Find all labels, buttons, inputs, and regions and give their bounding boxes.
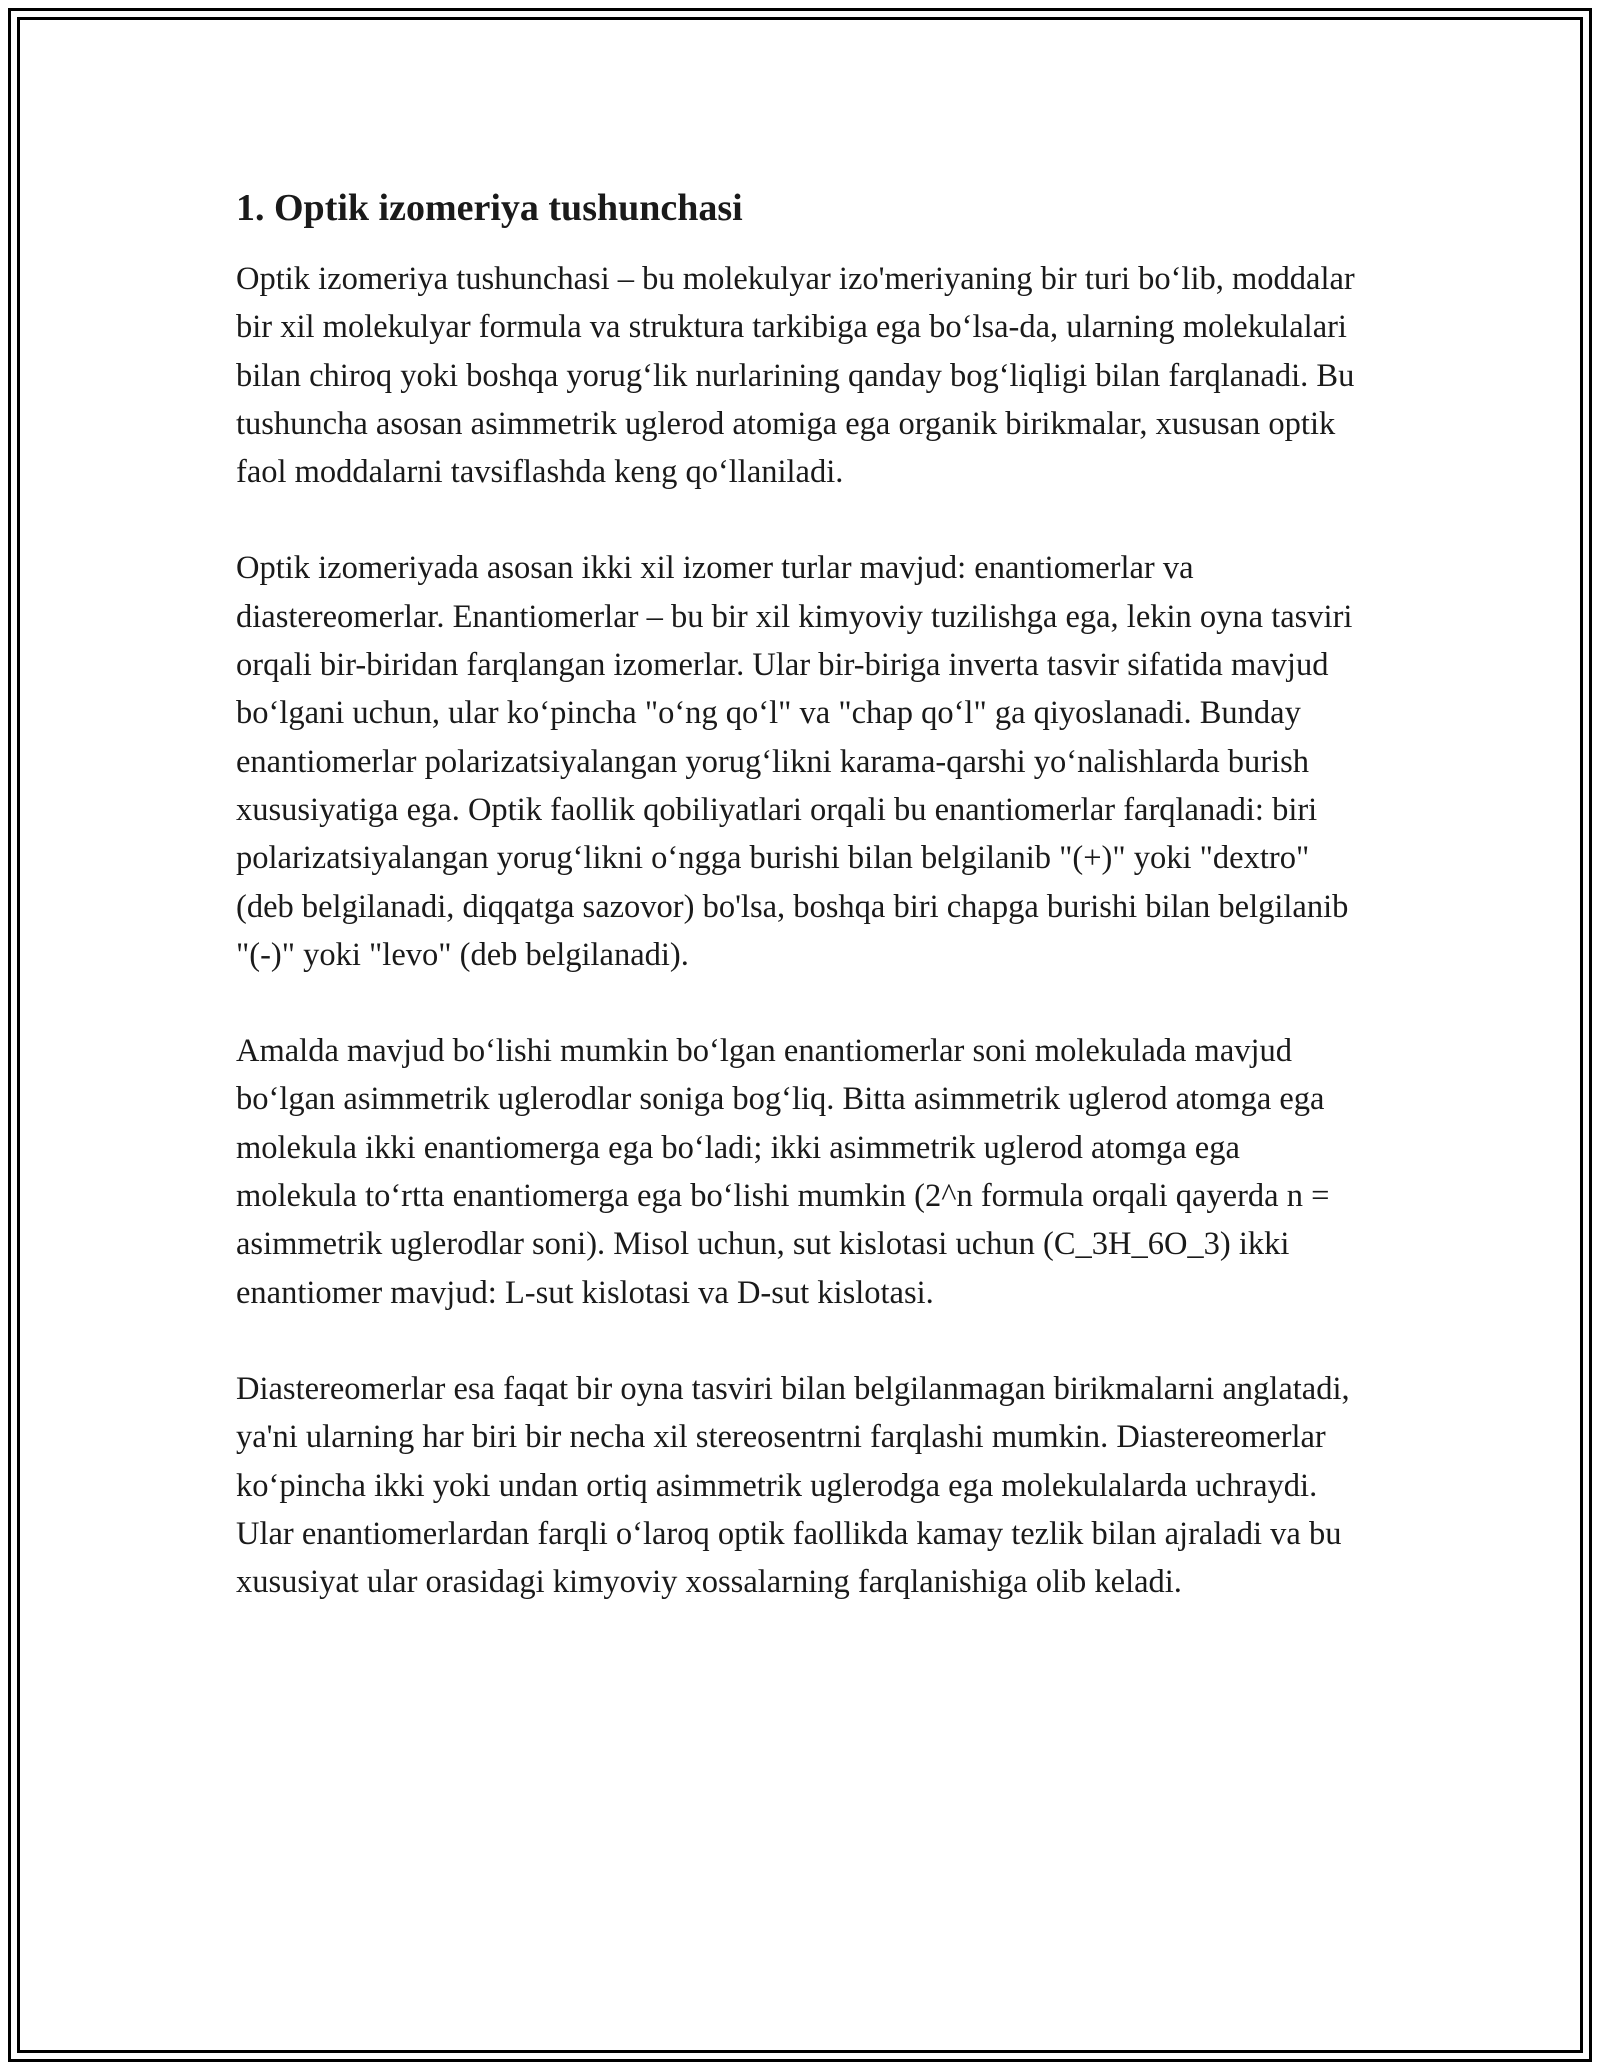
paragraph-1: Optik izomeriya tushunchasi – bu molekulyar izo'meriyaning bir turi bo‘lib, moddalar bir xil molekulyar formula va struktura tarkibiga ega bo‘lsa-da, ularning molekulalari bilan chiroq yoki boshqa yorug‘lik nurlarining qanday bog‘liqligi bilan farqlanadi. Bu tushuncha asosan asimmetrik uglerod atomiga ega organik birikmalar, xususan optik faol moddalarni tavsiflashda keng qo‘llaniladi.: [236, 261, 1355, 491]
paragraph-2: Optik izomeriyada asosan ikki xil izomer turlar mavjud: enantiomerlar va diastereomerlar. Enantiomerlar – bu bir xil kimyoviy tuzilishga ega, lekin oyna tasviri orqali bir-biridan farqlangan izomerlar. Ular bir-biriga inverta tasvir sifatida mavjud bo‘lgani uchun, ular ko‘pincha "o‘ng qo‘l" va "chap qo‘l" ga qiyoslanadi. Bunday enantiomerlar polarizatsiyalangan yorug‘likni karama-qarshi yo‘nalishlarda burish xususiyatiga ega. Optik faollik qobiliyatlari orqali bu enantiomerlar farqlanadi: biri polarizatsiyalangan yorug‘likni o‘ngga burishi bilan belgilanib "(+)" yoki "dextro" (deb belgilanadi, diqqatga sazovor) bo'lsa, boshqa biri chapga burishi bilan belgilanib "(-)" yoki "levo" (deb belgilanadi).: [236, 550, 1353, 973]
paragraph-4: Diastereomerlar esa faqat bir oyna tasviri bilan belgilanmagan birikmalarni anglatadi, ya'ni ularning har biri bir necha xil stereosentrni farqlashi mumkin. Diastereomerlar ko‘pincha ikki yoki undan ortiq asimmetrik uglerodga ega molekulalarda uchraydi. Ular enantiomerlardan farqli o‘laroq optik faollikda kamay tezlik bilan ajraladi va bu xususiyat ular orasidagi kimyoviy xossalarning farqlanishiga olib keladi.: [236, 1370, 1350, 1601]
paragraph-3: Amalda mavjud bo‘lishi mumkin bo‘lgan enantiomerlar soni molekulada mavjud bo‘lgan asimmetrik uglerodlar soniga bog‘liq. Bitta asimmetrik uglerod atomga ega molekula ikki enantiomerga ega bo‘ladi; ikki asimmetrik uglerod atomga ega molekula to‘rtta enantiomerga ega bo‘lishi mumkin (2^n formula orqali qayerda n = asimmetrik uglerodlar soni). Misol uchun, sut kislotasi uchun (C_3H_6O_3) ikki enantiomer mavjud: L-sut kislotasi va D-sut kislotasi.: [236, 1033, 1330, 1311]
document-body: [236, 185, 1366, 1654]
section-heading: 1. Optik izomeriya tushunchasi: [236, 187, 743, 229]
